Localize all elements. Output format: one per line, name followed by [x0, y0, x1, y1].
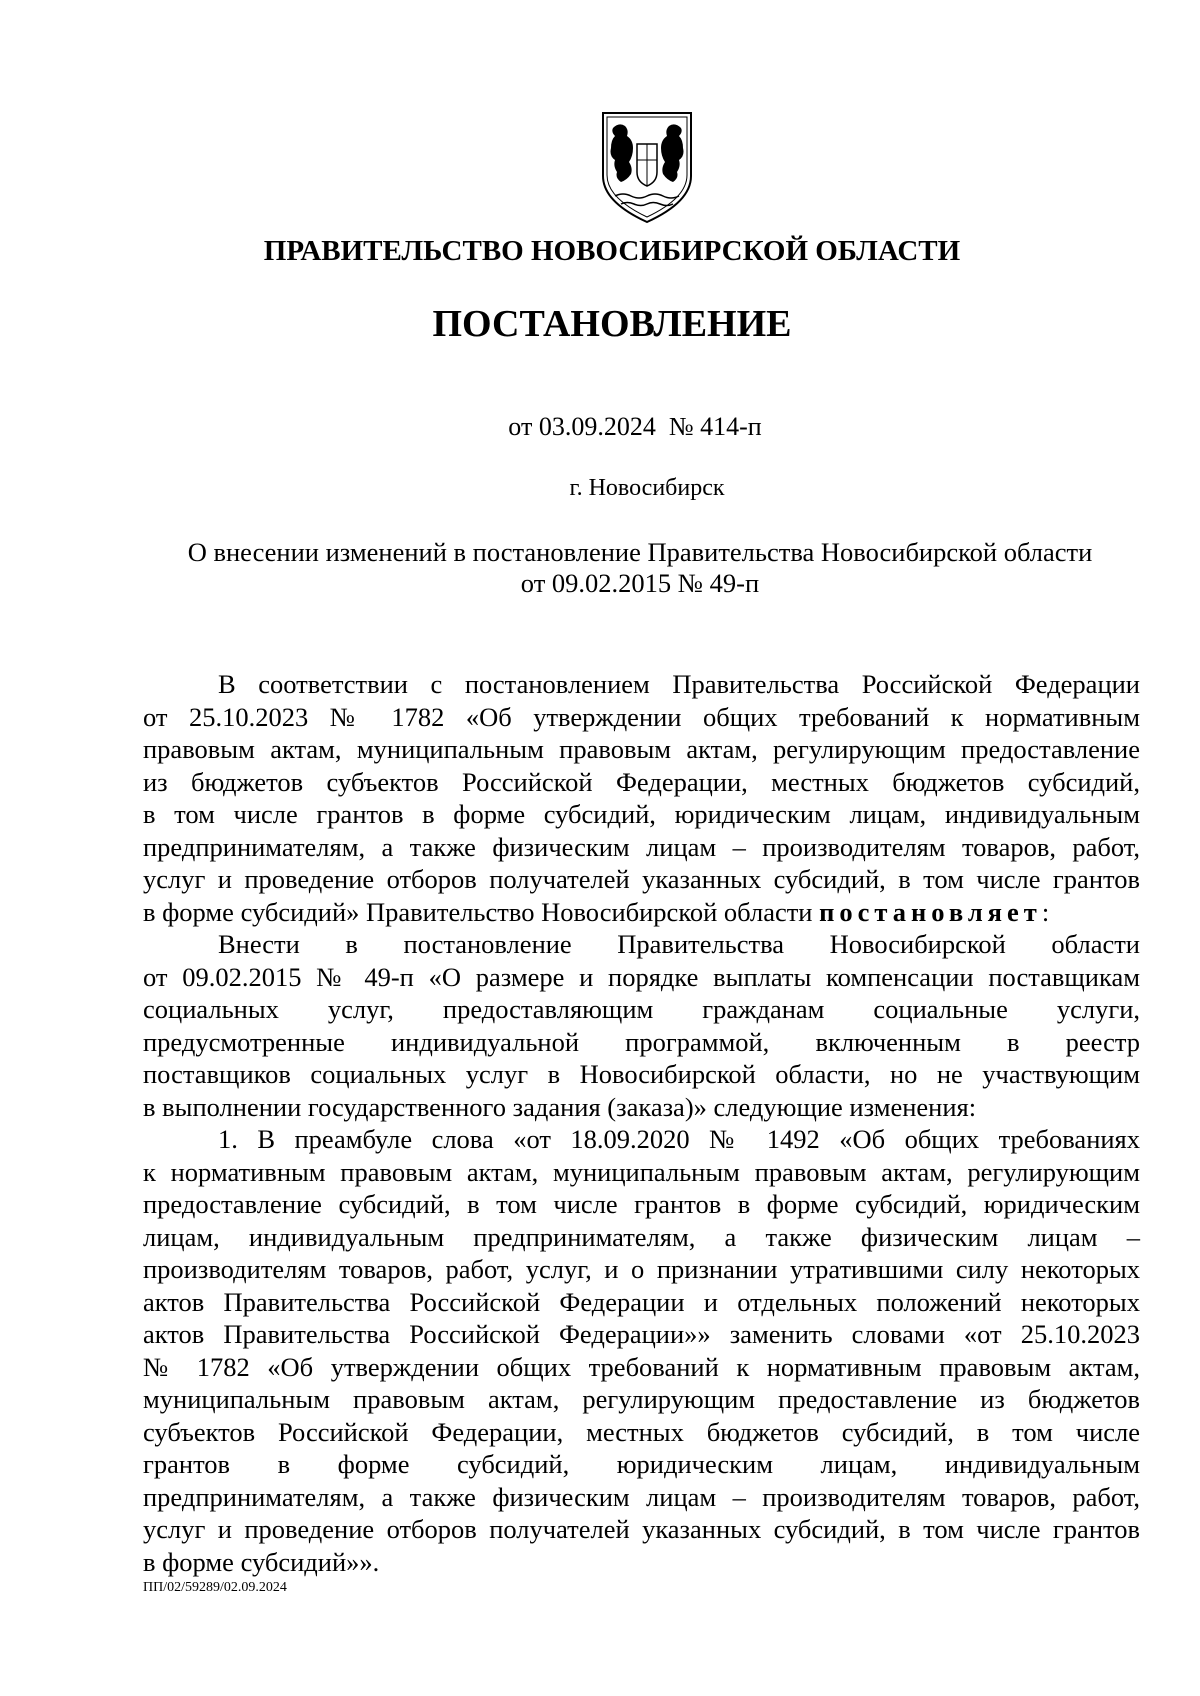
text-line: субъектов Российской Федерации, местных бюджетов субсидий, в том числе: [143, 1416, 1140, 1447]
text-line: В соответствии с постановлением Правительства Российской Федерации: [218, 669, 1140, 699]
body-paragraph-preamble: [143, 668, 1140, 928]
document-footer-code: ПП/02/59289/02.09.2024: [143, 1580, 287, 1595]
text-line: от 09.02.2015 № 49-п «О размере и порядке выплаты компенсации поставщикам: [143, 961, 1140, 992]
text-line: актов Правительства Российской Федерации и отдельных положений некоторых: [143, 1286, 1140, 1317]
text-line: 1. В преамбуле слова «от 18.09.2020 № 1492 «Об общих требованиях: [218, 1124, 1140, 1154]
text-line: актов Правительства Российской Федерации»» заменить словами «от 25.10.2023: [143, 1319, 1140, 1349]
text-fragment: в форме субсидий» Правительство Новосибирской области: [143, 896, 820, 927]
document-type-title: ПОСТАНОВЛЕНИЕ: [432, 303, 792, 345]
text-line: № 1782 «Об утверждении общих требований к нормативным правовым актам,: [143, 1351, 1140, 1382]
text-line: лицам, индивидуальным предпринимателям, а также физическим лицам –: [143, 1221, 1140, 1252]
text-line: муниципальным правовым актам, регулирующим предоставление из бюджетов: [143, 1384, 1140, 1414]
text-line: в форме субсидий»».: [143, 1546, 380, 1577]
document-date-number: от 03.09.2024 № 414-п: [508, 412, 762, 441]
text-line: услуг и проведение отборов получателей указанных субсидий, в том числе грантов: [143, 864, 1140, 894]
text-fragment: :: [1041, 896, 1050, 927]
novosibirsk-coat-of-arms-icon: [599, 110, 695, 225]
text-line: предоставление субсидий, в том числе грантов в форме субсидий, юридическим: [143, 1189, 1140, 1219]
text-line: в выполнении государственного задания (заказа)» следующие изменения:: [143, 1091, 977, 1122]
text-line: к нормативным правовым актам, муниципальным правовым актам, регулирующим: [143, 1156, 1140, 1187]
body-paragraph-amend: [143, 928, 1140, 1123]
text-line: производителям товаров, работ, услуг, и о признании утратившими силу некоторых: [143, 1254, 1140, 1284]
text-line: из бюджетов субъектов Российской Федерации, местных бюджетов субсидий,: [143, 766, 1140, 797]
document-body: [143, 668, 1140, 1578]
subject-line: О внесении изменений в постановление Правительства Новосибирской области: [187, 537, 1093, 567]
document-subject: [40, 537, 1200, 599]
text-line: социальных услуг, предоставляющим гражданам социальные услуги,: [143, 994, 1140, 1024]
document-city: г. Новосибирск: [569, 475, 725, 501]
text-line: грантов в форме субсидий, юридическим лицам, индивидуальным: [143, 1449, 1140, 1479]
government-name: ПРАВИТЕЛЬСТВО НОВОСИБИРСКОЙ ОБЛАСТИ: [263, 235, 961, 267]
text-line: услуг и проведение отборов получателей указанных субсидий, в том числе грантов: [143, 1514, 1140, 1544]
text-line: от 25.10.2023 № 1782 «Об утверждении общих требований к нормативным: [143, 701, 1140, 732]
text-line: правовым актам, муниципальным правовым актам, регулирующим предоставление: [143, 734, 1140, 764]
subject-line: от 09.02.2015 № 49-п: [520, 568, 760, 598]
text-line: предусмотренные индивидуальной программой, включенным в реестр: [143, 1026, 1140, 1057]
text-line: Внести в постановление Правительства Новосибирской области: [218, 929, 1140, 959]
resolution-keyword: постановляет: [819, 896, 1042, 927]
text-line: поставщиков социальных услуг в Новосибирской области, но не участвующим: [143, 1059, 1140, 1089]
body-paragraph-item-1: [143, 1123, 1140, 1578]
text-line: [143, 896, 1140, 929]
text-line: в том числе грантов в форме субсидий, юридическим лицам, индивидуальным: [143, 799, 1140, 829]
text-line: предпринимателям, а также физическим лицам – производителям товаров, работ,: [143, 831, 1140, 862]
text-line: предпринимателям, а также физическим лицам – производителям товаров, работ,: [143, 1481, 1140, 1512]
